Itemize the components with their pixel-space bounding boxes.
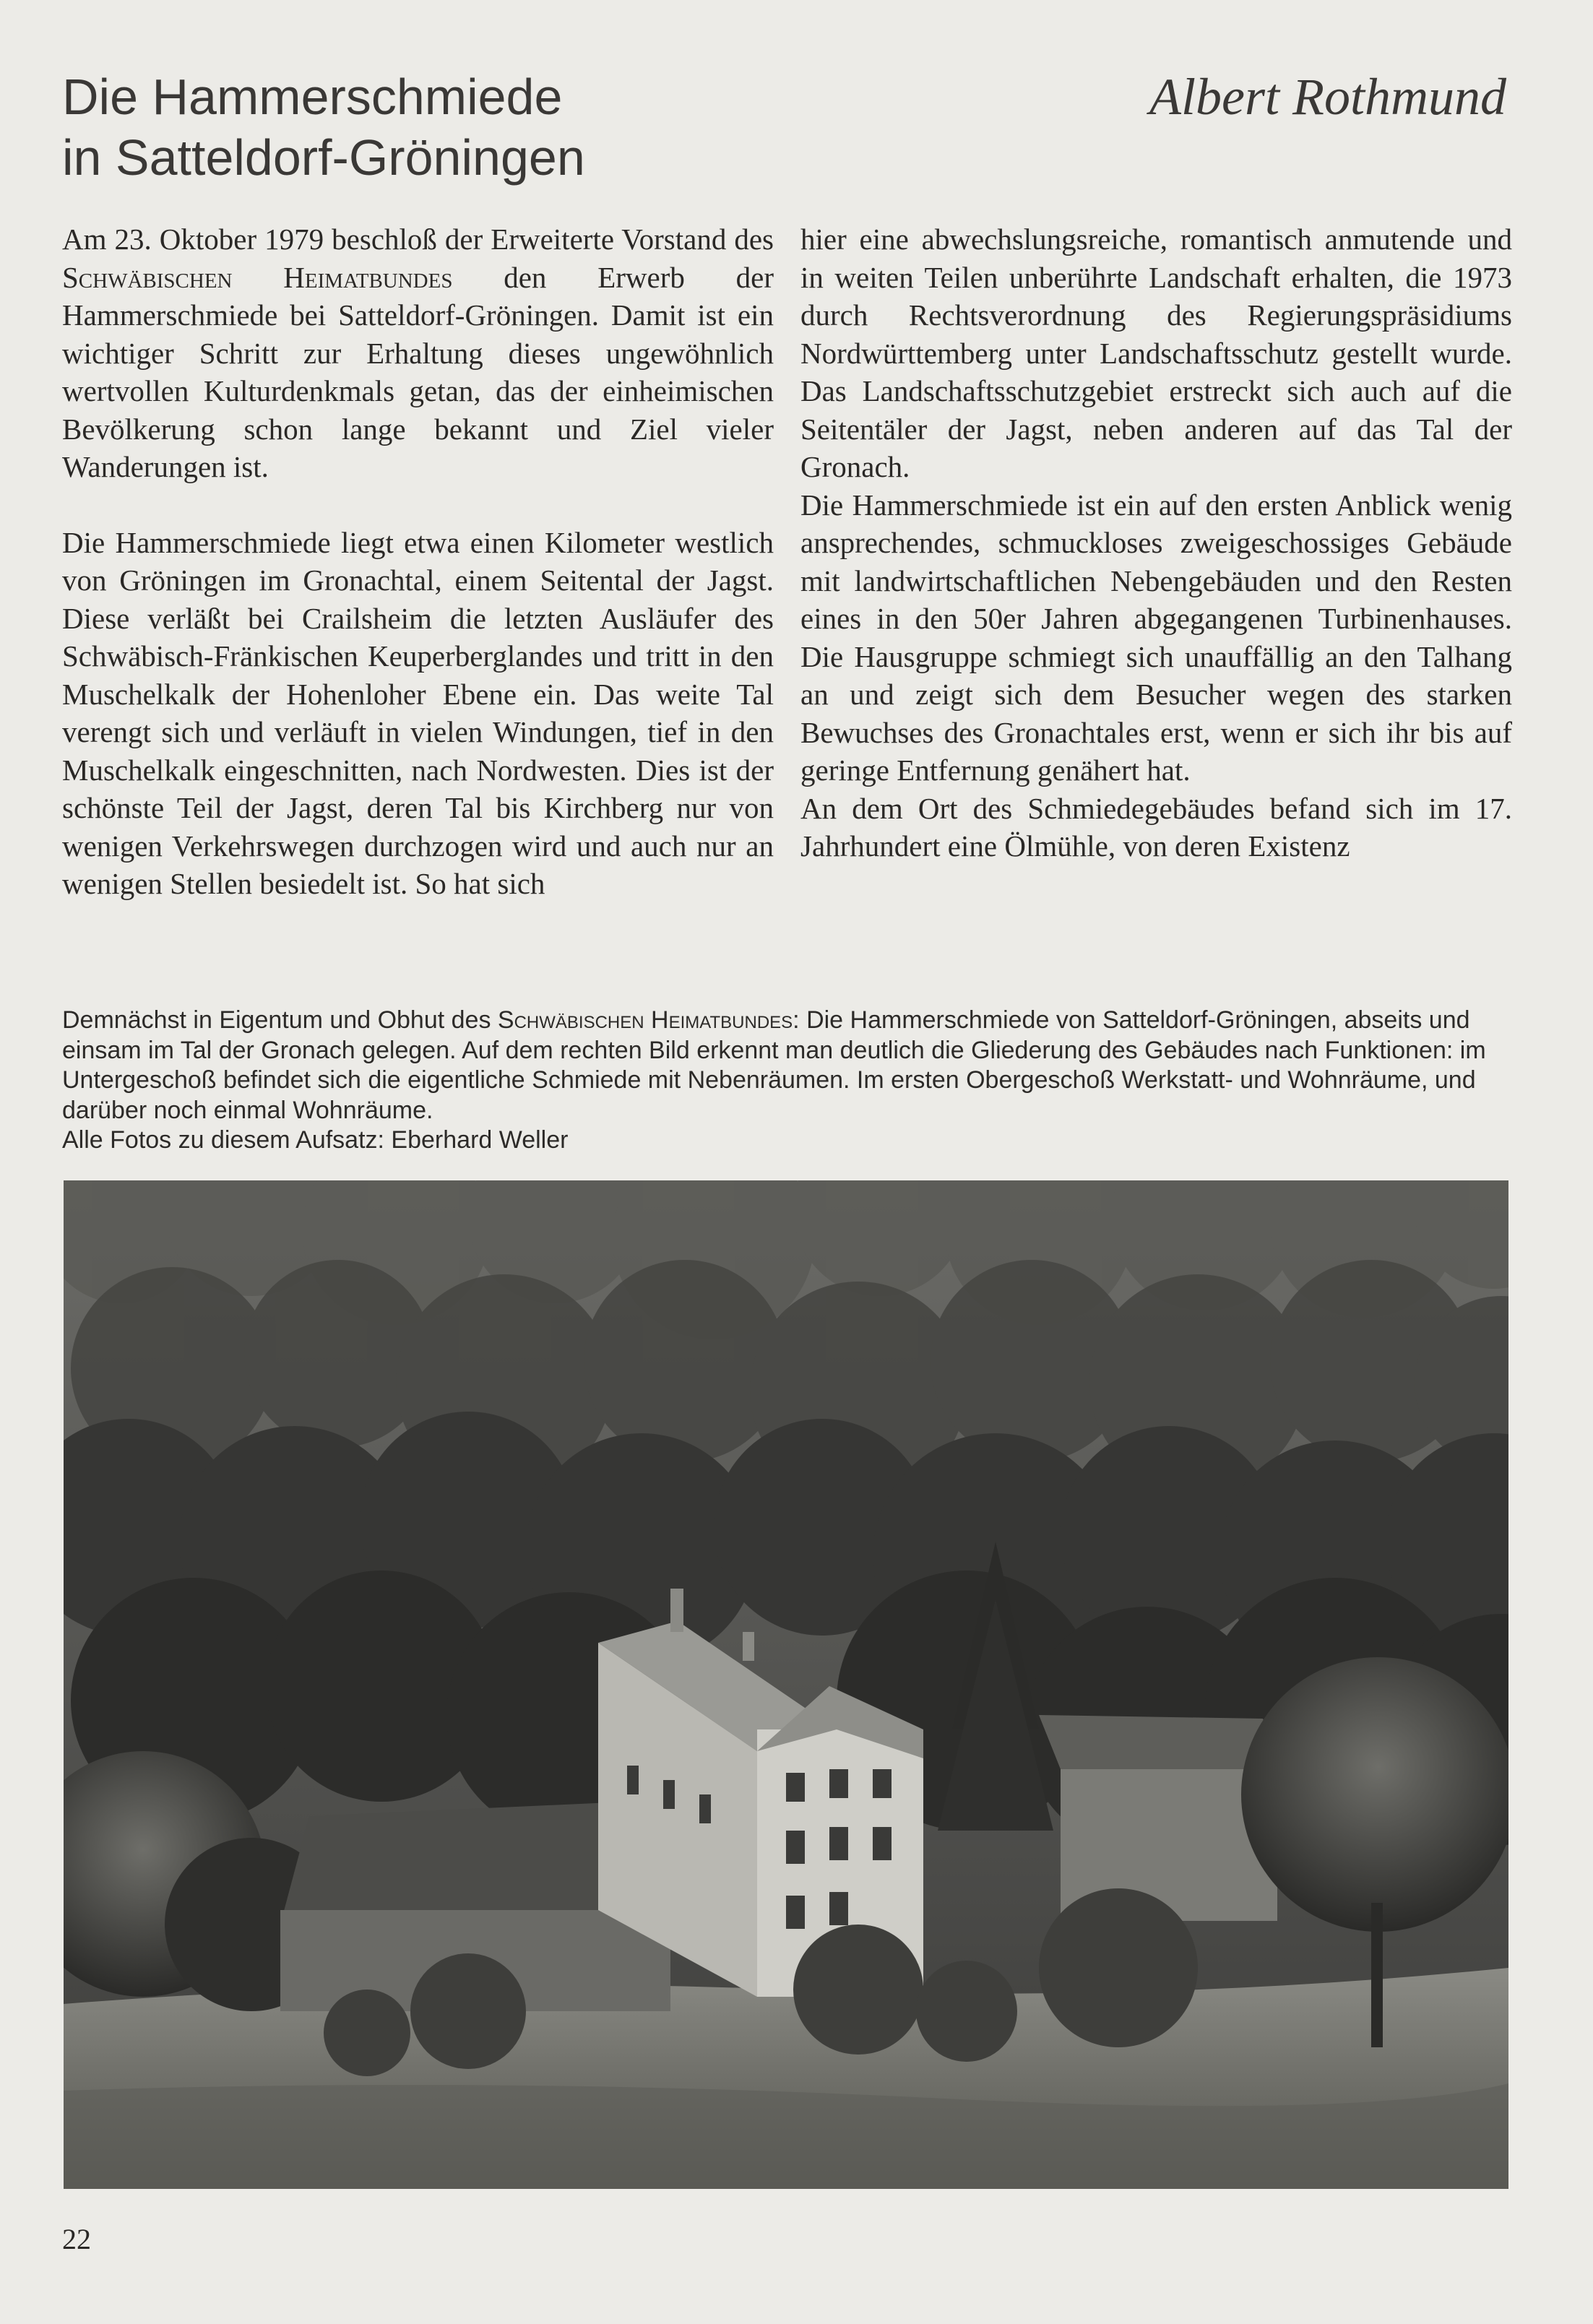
hammerschmiede-photo (64, 1180, 1508, 2189)
page-number: 22 (62, 2223, 91, 2255)
title-line-1: Die Hammerschmiede (62, 69, 563, 125)
paragraph-landscape: hier eine abwechslungsreiche, romantisch anmutende und in weiten Teilen unberührte Landschaft erhalten, die 1973 durch Rechtsverordnung des Regierungspräsidiums Nordwürttemberg unter Landschaftsschutz gestellt wurde. Das Landschaftsschutzgebiet erstreckt sich auch auf die Seitentäler der Jagst, neben anderen auf das Tal der Gronach. (800, 223, 1512, 483)
paragraph-intro (62, 220, 774, 486)
title-line-2: in Satteldorf-Gröningen (62, 129, 585, 186)
caption-text (62, 1006, 1529, 1126)
article-title (62, 66, 785, 188)
paragraph-intro-start: Am 23. Oktober 1979 beschloß der Erweiterte Vorstand des (62, 223, 774, 256)
paragraph-history: An dem Ort des Schmiedegebäudes befand sich im 17. Jahrhundert eine Ölmühle, von deren Existenz (800, 791, 1512, 863)
author-name: Albert Rothmund (1149, 68, 1506, 126)
caption-start: Demnächst in Eigentum und Obhut des (62, 1006, 498, 1034)
photo-illustration (64, 1180, 1508, 2189)
caption-end: : Die Hammerschmiede von Satteldorf-Gröningen, abseits und einsam im Tal der Gronach gelegen. Auf dem rechten Bild erkennt man deutlich die Gliederung des Gebäudes nach Funktionen: im Untergeschoß befindet sich die eigentliche Schmiede mit Nebenräumen. Im ersten Obergeschoß Werkstatt- und Wohnräume, und darüber noch einmal Wohnräume. (62, 1006, 1486, 1124)
paragraph-intro-end: den Erwerb der Hammerschmiede bei Satteldorf-Gröningen. Damit ist ein wichtiger Schritt zur Erhaltung dieses ungewöhnlich wertvollen Kulturdenkmals getan, das der einheimischen Bevölkerung schon lange bekannt und Ziel vieler Wanderungen ist. (62, 260, 774, 483)
photo-caption (62, 1006, 1529, 1156)
paragraph-building: Die Hammerschmiede ist ein auf den ersten Anblick wenig ansprechendes, schmuckloses zweigeschossiges Gebäude mit landwirtschaftlichen Nebengebäuden und den Resten eines in den 50er Jahren abgegangenen Turbinenhauses. Die Hausgruppe schmiegt sich unauffällig an den Talhang an und zeigt sich dem Besucher wegen des starken Bewuchses des Gronachtales erst, wenn er sich ihr bis auf geringe Entfernung genähert hat. (800, 488, 1512, 787)
text-column-right (800, 220, 1512, 865)
organization-name: Schwäbischen Heimatbundes (62, 260, 453, 294)
caption-organization: Schwäbischen Heimatbundes (497, 1006, 793, 1034)
paragraph-location: Die Hammerschmiede liegt etwa einen Kilometer westlich von Gröningen im Gronachtal, einem Seitental der Jagst. Diese verläßt bei Crailsheim die letzten Ausläufer des Schwäbisch-Fränkischen Keuperberglandes und tritt in den Muschelkalk der Hohenloher Ebene ein. Das weite Tal verengt sich und verläuft in vielen Windungen, tief in den Muschelkalk eingeschnitten, nach Nordwesten. Dies ist der schönste Teil der Jagst, deren Tal bis Kirchberg nur von wenigen Verkehrswegen durchzogen wird und auch nur an wenigen Stellen besiedelt ist. So hat sich (62, 525, 774, 900)
photo-credit: Alle Fotos zu diesem Aufsatz: Eberhard Weller (62, 1126, 569, 1154)
text-column-left (62, 220, 774, 903)
